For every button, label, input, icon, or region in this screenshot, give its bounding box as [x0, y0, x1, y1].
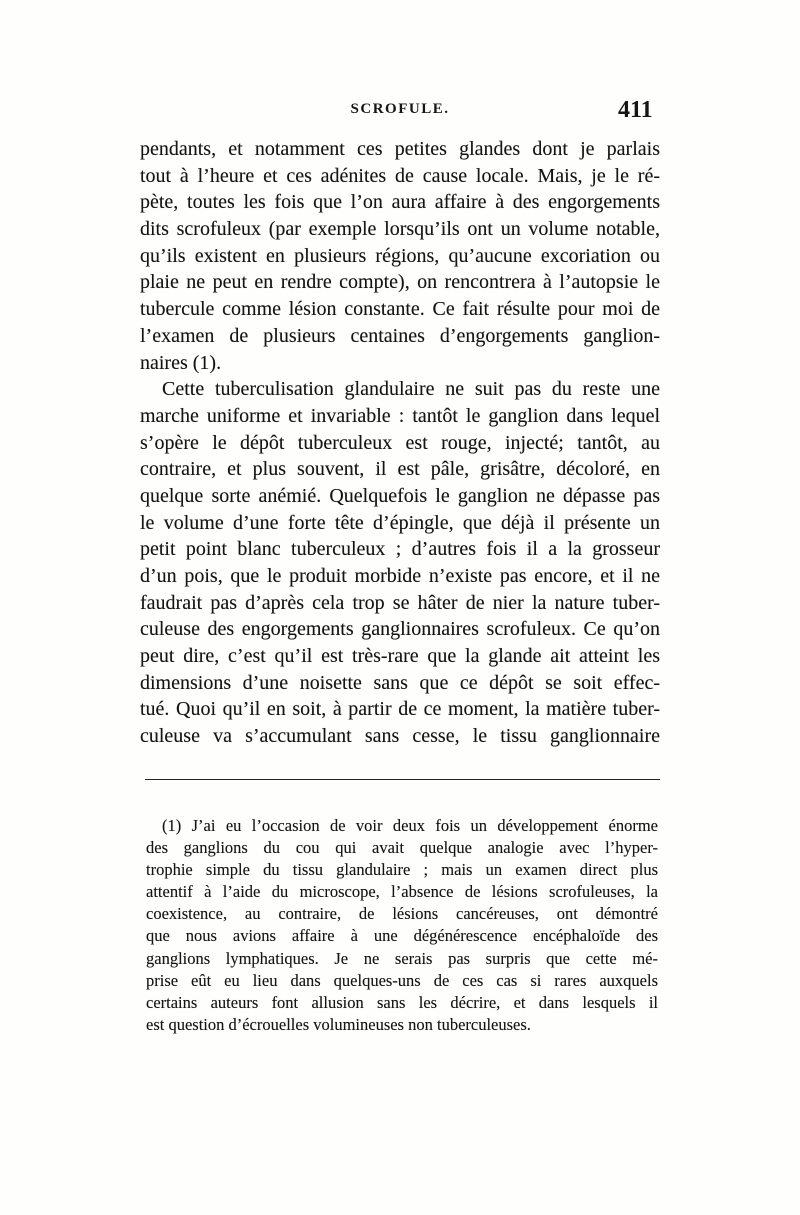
running-title: SCROFULE. [350, 101, 450, 117]
text-line: tué. Quoi qu’il en soit, à partir de ce moment, la matière tuber- [140, 698, 660, 721]
footnote-line: attentif à l’aide du microscope, l’absence de lésions scrofuleuses, la [146, 882, 658, 902]
text-line: le volume d’une forte tête d’épingle, que déjà il présente un [140, 511, 660, 534]
text-line: tout à l’heure et ces adénites de cause locale. Mais, je le ré- [140, 164, 660, 187]
footnote-line: des ganglions du cou qui avait quelque analogie avec l’hyper- [146, 838, 658, 858]
text-line: plaie ne peut en rendre compte), on rencontrera à l’autopsie le [140, 271, 660, 294]
text-line: culeuse va s’accumulant sans cesse, le tissu ganglionnaire [140, 725, 660, 748]
footnote-line: trophie simple du tissu glandulaire ; mais un examen direct plus [146, 860, 658, 880]
text-line: l’examen de plusieurs centaines d’engorgements ganglion- [140, 324, 660, 347]
text-line: marche uniforme et invariable : tantôt le ganglion dans lequel [140, 404, 660, 427]
text-line: Cette tuberculisation glandulaire ne suit pas du reste une [162, 378, 660, 401]
footnote-line: ganglions lymphatiques. Je ne serais pas surpris que cette mé- [146, 948, 658, 968]
footnote-separator [145, 779, 660, 780]
footnote [146, 815, 658, 1036]
text-line: tubercule comme lésion constante. Ce fait résulte pour moi de [140, 298, 660, 321]
text-line: quelque sorte anémié. Quelquefois le ganglion ne dépasse pas [140, 484, 660, 507]
text-line: qu’ils existent en plusieurs régions, qu’aucune excoriation ou [140, 244, 660, 267]
footnote-line: certains auteurs font allusion sans les décrire, et dans lesquels il [146, 992, 658, 1012]
text-line: s’opère le dépôt tuberculeux est rouge, injecté; tantôt, au [140, 431, 660, 454]
text-line: dimensions d’une noisette sans que ce dépôt se soit effec- [140, 671, 660, 694]
text-line: culeuse des engorgements ganglionnaires scrofuleux. Ce qu’on [140, 618, 660, 641]
text-line: petit point blanc tuberculeux ; d’autres fois il a la grosseur [140, 538, 660, 561]
main-text [140, 136, 660, 750]
footnote-line: prise eût eu lieu dans quelques-uns de ces cas si rares auxquels [146, 970, 658, 990]
text-line: faudrait pas d’après cela trop se hâter de nier la nature tuber- [140, 591, 660, 614]
text-line: naires (1). [140, 351, 222, 374]
footnote-line: que nous avions affaire à une dégénérescence encéphaloïde des [146, 926, 658, 946]
text-line: pendants, et notamment ces petites glandes dont je parlais [140, 138, 660, 160]
text-line: contraire, et plus souvent, il est pâle, grisâtre, décoloré, en [140, 458, 660, 481]
footnote-line: (1) J’ai eu l’occasion de voir deux fois un développement énorme [162, 816, 658, 835]
text-line: peut dire, c’est qu’il est très-rare que la glande ait atteint les [140, 645, 660, 668]
text-line: d’un pois, que le produit morbide n’existe pas encore, et il ne [140, 565, 660, 587]
footnote-line: coexistence, au contraire, de lésions cancéreuses, ont démontré [146, 904, 658, 924]
paragraph [140, 376, 660, 750]
text-line: pète, toutes les fois que l’on aura affaire à des engorgements [140, 191, 660, 214]
text-line: dits scrofuleux (par exemple lorsqu’ils ont un volume notable, [140, 218, 660, 241]
paragraph-continued [140, 136, 660, 376]
page-number: 411 [618, 97, 653, 123]
footnote-line: est question d’écrouelles volumineuses non tuberculeuses. [146, 1014, 531, 1034]
